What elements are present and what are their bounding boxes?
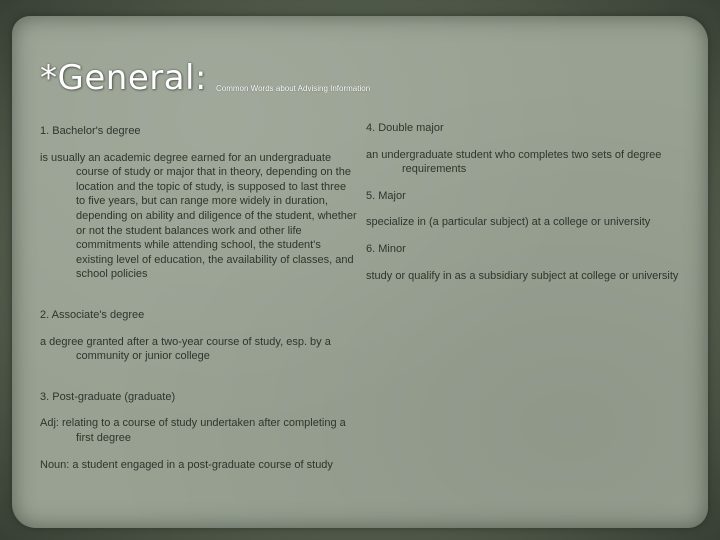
left-column <box>40 124 358 472</box>
term-heading: 3. Post-graduate (graduate) <box>40 390 176 403</box>
term-heading: 5. Major <box>366 189 406 202</box>
term-definition: Noun: a student engaged in a post-graduate course of study <box>40 458 333 471</box>
term-heading: 1. Bachelor's degree <box>40 125 141 137</box>
term-definition: Adj: relating to a course of study undertaken after completing a first degree <box>40 417 346 444</box>
term-definition: study or qualify in as a subsidiary subject at college or university <box>366 269 679 282</box>
term-heading: 4. Double major <box>366 122 444 134</box>
term-heading: 6. Minor <box>366 242 406 255</box>
slide-subtitle: Common Words about Advising Information <box>216 84 371 93</box>
slide-title: *General: <box>40 58 207 98</box>
term-definition: specialize in (a particular subject) at a college or university <box>366 216 651 229</box>
term-definition: an undergraduate student who completes two sets of degree requirements <box>366 148 662 176</box>
term-definition: is usually an academic degree earned for an undergraduate course of study or major that in theory, depending on the location and the topic of study, is supposed to last three to five years, but can range more widely in duration, depending on ability and diligence of the student, whether or not the student balances work and other life commitments while attending school, the student's existing level of education, the availability of classes, and school policies <box>40 151 357 281</box>
right-column <box>366 121 686 283</box>
term-heading: 2. Associate's degree <box>40 308 145 321</box>
term-definition: a degree granted after a two-year course of study, esp. by a community or junior college <box>40 335 331 363</box>
